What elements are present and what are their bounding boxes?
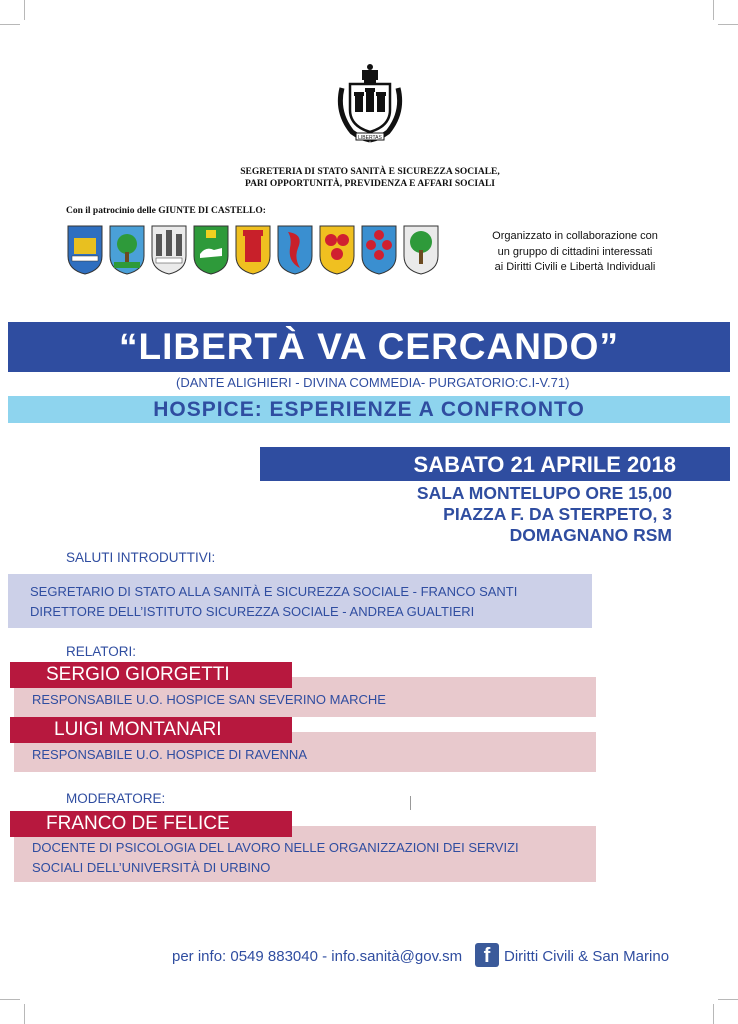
venue-block (417, 483, 672, 546)
collaboration-note (470, 229, 680, 276)
castle-crest-icon (66, 224, 104, 276)
speaker-1-name: SERGIO GIORGETTI (10, 662, 292, 688)
speakers-label: RELATORI: (66, 644, 137, 659)
crop-mark (0, 24, 20, 25)
san-marino-emblem (334, 62, 406, 146)
moderator-role-line-2: SOCIALI DELL’UNIVERSITÀ DI URBINO (32, 860, 271, 875)
collaboration-line-2: un gruppo di cittadini interessati (497, 245, 653, 258)
speaker-2-name: LUIGI MONTANARI (10, 717, 292, 743)
divider (410, 796, 411, 810)
crop-mark (0, 999, 20, 1000)
greetings-line-2: DIRETTORE DELL’ISTITUTO SICUREZZA SOCIALE - ANDREA GUALTIERI (30, 604, 475, 619)
crop-mark (713, 1004, 714, 1024)
contact-info: per info: 0549 883040 - info.sanità@gov.sm (172, 948, 463, 965)
speaker-1-role: RESPONSABILE U.O. HOSPICE SAN SEVERINO MARCHE (32, 692, 386, 707)
emblem-motto: LIBERTAS (358, 135, 382, 141)
castle-crests (66, 224, 440, 276)
greetings-label: SALUTI INTRODUTTIVI: (66, 550, 216, 565)
castle-crest-icon (318, 224, 356, 276)
speaker-2-role: RESPONSABILE U.O. HOSPICE DI RAVENNA (32, 747, 307, 762)
castle-crest-icon (108, 224, 146, 276)
castle-crest-icon (150, 224, 188, 276)
subtitle-banner: HOSPICE: ESPERIENZE A CONFRONTO (8, 396, 730, 423)
collaboration-line-1: Organizzato in collaborazione con (492, 230, 658, 242)
castle-crest-icon (276, 224, 314, 276)
moderator-label: MODERATORE: (66, 791, 166, 806)
moderator-role-line-1: DOCENTE DI PSICOLOGIA DEL LAVORO NELLE ORGANIZZAZIONI DEI SERVIZI (32, 840, 519, 855)
moderator-role (32, 838, 519, 878)
main-title-banner: “LIBERTÀ VA CERCANDO” (8, 322, 730, 372)
ministry-line-2: PARI OPPORTUNITÀ, PREVIDENZA E AFFARI SOCIALI (244, 179, 496, 189)
venue-line-2: PIAZZA F. DA STERPETO, 3 (443, 504, 672, 524)
castle-crest-icon (234, 224, 272, 276)
crop-mark (718, 24, 738, 25)
date-bar (260, 447, 730, 481)
castle-crest-icon (360, 224, 398, 276)
castle-crest-icon (192, 224, 230, 276)
crop-mark (713, 0, 714, 20)
crop-mark (24, 0, 25, 20)
crop-mark (718, 999, 738, 1000)
patronage-label: Con il patrocinio delle GIUNTE DI CASTELLO: (66, 206, 266, 216)
venue-line-3: DOMAGNANO RSM (509, 525, 672, 545)
greetings-line-1: SEGRETARIO DI STATO ALLA SANITÀ E SICUREZZA SOCIALE - FRANCO SANTI (30, 584, 518, 599)
crop-mark (24, 1004, 25, 1024)
castle-crest-icon (402, 224, 440, 276)
dante-quote: (DANTE ALIGHIERI - DIVINA COMMEDIA- PURGATORIO:C.I-V.71) (176, 375, 570, 390)
moderator-name: FRANCO DE FELICE (10, 811, 292, 837)
venue-line-1: SALA MONTELUPO ORE 15,00 (416, 483, 672, 503)
facebook-icon: f (475, 943, 499, 967)
greetings-text (30, 582, 517, 622)
event-date: SABATO 21 APRILE 2018 (413, 452, 676, 477)
collaboration-line-3: ai Diritti Civili e Libertà Individuali (494, 261, 656, 273)
ministry-name (120, 166, 620, 190)
facebook-page: Diritti Civili & San Marino (504, 948, 670, 965)
ministry-line-1: SEGRETERIA DI STATO SANITÀ E SICUREZZA SOCIALE, (240, 167, 500, 177)
